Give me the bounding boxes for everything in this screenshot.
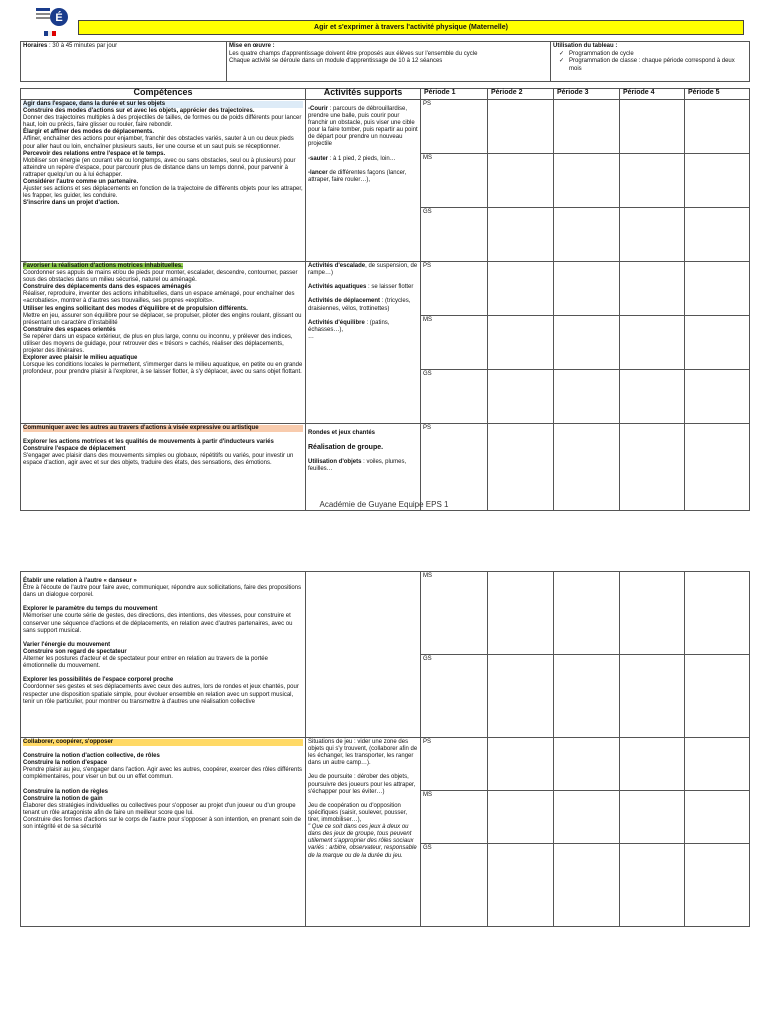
table-row [21,424,750,511]
period-cell[interactable] [554,154,620,208]
period-cell[interactable] [685,572,750,655]
level-gs[interactable]: GS [421,655,488,738]
utilisation-item: ✓ Programmation de cycle [569,51,747,59]
period-cell[interactable] [685,738,750,791]
svg-text:É: É [55,12,63,24]
period-cell[interactable] [554,100,620,154]
info-table [20,41,750,82]
level-gs[interactable]: GS [421,844,488,927]
period-cell[interactable] [554,424,620,511]
period-cell[interactable] [488,100,554,154]
level-ms[interactable]: MS [421,316,488,370]
level-gs[interactable]: GS [421,370,488,424]
period-cell[interactable] [554,655,620,738]
period-cell[interactable] [685,424,750,511]
period-cell[interactable] [488,316,554,370]
period-cell[interactable] [685,154,750,208]
activite-cell: Situations de jeu : vider une zone des objets qui s'y trouvent, (collaborer afin de les échanger, les transporter, les ranger dans un autre camp…). Jeu de poursuite : dérober des objets, poursuivre des joueurs pour les attraper, s'échapper pour les éviter…) Jeu de coopération ou d'opposition spécifiques (saisir, soulever, pousser, tirer, immobiliser…), " Que ce soit dans ces jeux à deux ou dans des jeux de groupe, tous peuvent utilement s'approprier des rôles sociaux variés : arbitre, observateur, responsable de la marque ou de la durée du jeu. [306,738,421,927]
col-periode-4: Période 4 [620,89,685,100]
period-cell[interactable] [554,844,620,927]
period-cell[interactable] [685,655,750,738]
period-cell[interactable] [685,791,750,844]
period-cell[interactable] [685,316,750,370]
period-cell[interactable] [488,424,554,511]
ministry-logo [30,6,72,40]
competence-cell: Établir une relation à l'autre « danseur » Être à l'écoute de l'autre pour faire avec, communiquer, répondre aux sollicitations, faire des propositions dans un dialogue corporel. Explorer le paramètre du temps du mouvement Mémoriser une courte série de gestes, des directions, des intentions, des vitesses, pour construire et conserver une séquence d'actions et de déplacements, en relation avec d'autres partenaires, avec ou sans support musical. Varier l'énergie du mouvement Construire son regard de spectateur Alterner les postures d'acteur et de spectateur pour entrer en relation au travers de la portée émotionnelle du mouvement. Explorer les possibilités de l'espace corporel proche Coordonner ses gestes et ses déplacements avec ceux des autres, lors de rondes et jeux chantés, pour respecter une disposition spatiale simple, pour évoluer ensemble en relation avec un support musical, tenir un rôle particulier, pour montrer ou transmettre à d'autres une réalisation collective [21,572,306,738]
period-cell[interactable] [620,424,685,511]
table-row [21,262,750,316]
level-ps[interactable]: PS [421,424,488,511]
mise-en-oeuvre-cell: Mise en œuvre : Les quatre champs d'apprentissage doivent être proposés aux élèves sur l'ensemble du cycle Chaque activité se déroule dans un module d'apprentissage de 10 à 12 séances [227,42,551,82]
period-cell[interactable] [620,370,685,424]
period-cell[interactable] [488,572,554,655]
activite-cell: Rondes et jeux chantés Réalisation de groupe. Utilisation d'objets : voiles, plumes, feuilles… [306,424,421,511]
period-cell[interactable] [554,738,620,791]
competence-cell: Communiquer avec les autres au travers d'actions à visée expressive ou artistique Explorer les actions motrices et les qualités de mouvements à partir d'inducteurs variés Construire l'espace de déplacement S'engager avec plaisir dans des mouvements simples ou globaux, répétitifs ou variés, pour investir un espace d'action, agir avec et sur des objets, traduire des états, des sensations, des émotions. [21,424,306,511]
period-cell[interactable] [488,208,554,262]
document-title: Agir et s'exprimer à travers l'activité physique (Maternelle) [78,20,744,35]
table-header [21,89,750,100]
competence-cell: Agir dans l'espace, dans la durée et sur les objets Construire des modes d'actions sur et avec les objets, apprécier des trajectoires. Donner des trajectoires multiples à des projectiles de tailles, de formes ou de poids différents pour lancer haut, loin ou précis, faire glisser ou rouler, faire rebondir. Élargir et affiner des modes de déplacements. Affiner, enchaîner des actions pour enjamber, franchir des obstacles variés, sauter à un ou deux pieds pour aller haut ou loin, enchaîner plusieurs sauts, lier une course et un saut puis se réceptionner. Percevoir des relations entre l'espace et le temps. Mobiliser son énergie (en courant vite ou longtemps, avec ou sans obstacles, seul ou à plusieurs) pour atteindre un repère d'espace, pour parcourir plus de distance dans un temps donné, pour parvenir à rattraper quelqu'un ou à lui échapper. Considérer l'autre comme un partenaire. Ajuster ses actions et ses déplacements en fonction de la trajectoire de différents objets pour les attraper, les frapper, les guider, les conduire. S'inscrire dans un projet d'action. [21,100,306,262]
period-cell[interactable] [554,208,620,262]
period-cell[interactable] [620,655,685,738]
level-ps[interactable]: PS [421,738,488,791]
level-ms[interactable]: MS [421,154,488,208]
utilisation-cell: Utilisation du tableau : ✓ Programmation de cycle ✓ Programmation de classe : chaque période correspond à deux mois [551,42,750,82]
period-cell[interactable] [620,844,685,927]
table-row [21,100,750,154]
period-cell[interactable] [488,791,554,844]
col-competences: Compétences [21,89,306,100]
page-footer: Académie de Guyane Equipe EPS 1 [319,500,449,509]
competences-table-continued [20,571,750,927]
period-cell[interactable] [685,262,750,316]
period-cell[interactable] [620,100,685,154]
level-ms[interactable]: MS [421,572,488,655]
col-periode-1: Période 1 [421,89,488,100]
period-cell[interactable] [554,572,620,655]
period-cell[interactable] [685,100,750,154]
competences-table [20,88,750,511]
period-cell[interactable] [620,154,685,208]
period-cell[interactable] [488,262,554,316]
period-cell[interactable] [488,655,554,738]
period-cell[interactable] [620,262,685,316]
level-ms[interactable]: MS [421,791,488,844]
period-cell[interactable] [685,208,750,262]
activite-cell: -Courir : parcours de débrouillardise, prendre une balle, puis courir pour franchir un obstacle, puis viser une cible pour la faire tomber, puis repartir au point de départ pour prendre un nouveau projectile -sauter : à 1 pied, 2 pieds, loin… -lancer de différentes façons (lancer, attraper, faire rouler…), [306,100,421,262]
activite-cell [306,572,421,738]
table-row [21,572,750,655]
period-cell[interactable] [554,791,620,844]
period-cell[interactable] [685,844,750,927]
period-cell[interactable] [554,316,620,370]
period-cell[interactable] [620,316,685,370]
horaires-cell: Horaires : 30 à 45 minutes par jour [21,42,227,82]
col-activites: Activités supports [306,89,421,100]
period-cell[interactable] [554,370,620,424]
col-periode-2: Période 2 [488,89,554,100]
period-cell[interactable] [488,738,554,791]
period-cell[interactable] [488,370,554,424]
table-row [21,738,750,791]
period-cell[interactable] [685,370,750,424]
col-periode-5: Période 5 [685,89,750,100]
level-ps[interactable]: PS [421,262,488,316]
period-cell[interactable] [488,154,554,208]
period-cell[interactable] [554,262,620,316]
competence-cell: Favoriser la réalisation d'actions motrices inhabituelles. Coordonner ses appuis de mains et/ou de pieds pour monter, escalader, descendre, contourner, passer sous des obstacles dans un milieu sécurisé, naturel ou aménagé. Construire des déplacements dans des espaces aménagés Réaliser, reproduire, inventer des actions inhabituelles, dans un espace aménagé, pour enchaîner des «acrobaties», montrer à d'autres ses trouvailles, ses propres «exploits». Utiliser les engins sollicitant des modes d'équilibre et de propulsion différents. Mettre en jeu, assurer son équilibre pour se déplacer, se propulser, piloter des engins roulant, glissant ou présentant un caractère d'instabilité Construire des espaces orientés Se repérer dans un espace extérieur, de plus en plus large, connu ou inconnu, y prélever des indices, utiliser des moyens de guidage, pour retrouver des « trésors » cachés, réaliser des déplacements, projeter des itinéraires. Explorer avec plaisir le milieu aquatique Lorsque les conditions locales le permettent, s'immerger dans le milieu aquatique, en petite ou en grande profondeur, pour prendre plaisir à l'explorer, à se laisser flotter, à s'y déplacer, avec ou sans objet flottant. [21,262,306,424]
level-ps[interactable]: PS [421,100,488,154]
period-cell[interactable] [620,791,685,844]
period-cell[interactable] [488,844,554,927]
competence-cell: Collaborer, coopérer, s'opposer Construire la notion d'action collective, de rôles Construire la notion d'espace Prendre plaisir au jeu, s'engager dans l'action. Agir avec les autres, coopérer, exercer des rôles différents complémentaires, pour viser un but ou un effet commun. Construire la notion de règles Construire la notion de gain Élaborer des stratégies individuelles ou collectives pour s'opposer au projet d'un joueur ou d'un groupe tenant un rôle antagoniste afin de faire un meilleur score que lui. Construire des formes d'actions sur le corps de l'autre pour s'opposer à son intention, en prenant soin de son intégrité et de sa sécurité [21,738,306,927]
level-gs[interactable]: GS [421,208,488,262]
utilisation-item: ✓ Programmation de classe : chaque période correspond à deux mois [569,58,747,73]
period-cell[interactable] [620,208,685,262]
col-periode-3: Période 3 [554,89,620,100]
period-cell[interactable] [620,738,685,791]
activite-cell: Activités d'escalade, de suspension, de rampe…) Activités aquatiques : se laisser flotter Activités de déplacement : (tricycles, draisiennes, vélos, trottinettes) Activités d'équilibre : (patins, échasses…), … [306,262,421,424]
period-cell[interactable] [620,572,685,655]
